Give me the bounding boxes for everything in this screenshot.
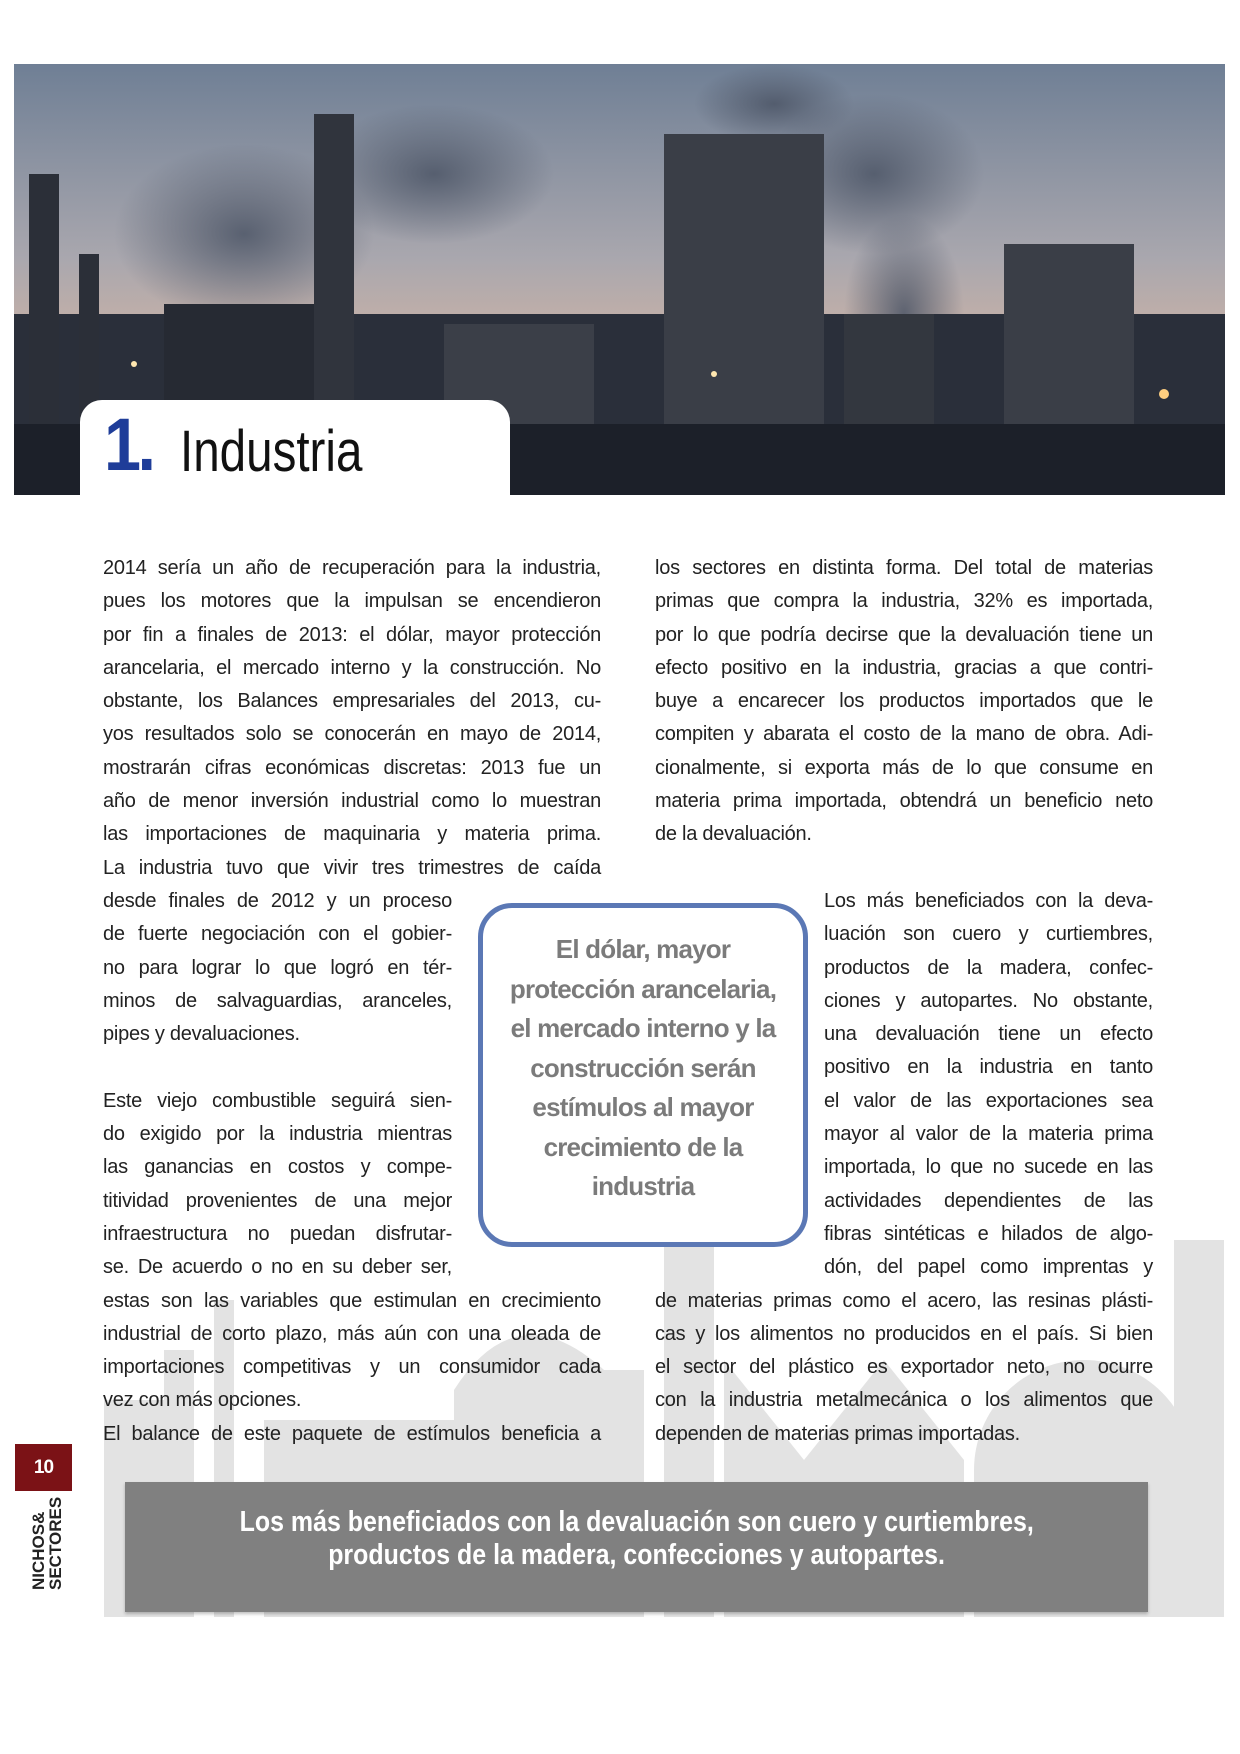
text-line: por lo que podría decirse que la devaluación tiene un xyxy=(655,623,1153,646)
brand-line: NICHOS& xyxy=(29,1511,48,1590)
section-title: Industria xyxy=(180,419,363,484)
text-line: vez con más opciones. xyxy=(103,1389,302,1412)
text-line: mostrarán cifras económicas discretas: 2013 fue un xyxy=(103,756,601,779)
highlight-banner xyxy=(125,1482,1148,1612)
pull-quote-line: crecimiento de la xyxy=(543,1131,743,1162)
text-line: El balance de este paquete de estímulos beneficia a xyxy=(103,1422,601,1445)
pull-quote-line: industria xyxy=(591,1171,695,1201)
text-line: importada, lo que no sucede en las xyxy=(824,1156,1153,1179)
text-line: desde finales de 2012 y un proceso xyxy=(103,889,452,912)
text-line: yos resultados solo se conocerán en mayo de 2014, xyxy=(103,723,601,746)
text-line: actividades dependientes de las xyxy=(824,1189,1153,1212)
pull-quote-line: protección arancelaria, xyxy=(509,973,777,1004)
text-line: buye a encarecer los productos importados que le xyxy=(655,690,1153,713)
text-line: se. De acuerdo o no en su deber ser, xyxy=(103,1256,452,1279)
section-title-box xyxy=(80,400,510,496)
text-line: año de menor inversión industrial como lo muestran xyxy=(103,790,601,813)
text-line: cas y los alimentos no producidos en el país. Si bien xyxy=(655,1322,1153,1345)
text-line: compiten y abarata el costo de la mano de obra. Adi- xyxy=(655,723,1153,746)
text-line: estas son las variables que estimulan en crecimiento xyxy=(103,1289,601,1312)
text-line: por fin a finales de 2013: el dólar, mayor protección xyxy=(103,623,601,646)
text-line: arancelaria, el mercado interno y la construcción. No xyxy=(103,656,601,679)
text-line: industrial de corto plazo, más aún con una oleada de xyxy=(103,1322,601,1345)
pull-quote-text xyxy=(483,930,803,1207)
text-line: efecto positivo en la industria, gracias a que contri- xyxy=(655,656,1153,679)
pull-quote-line: construcción serán xyxy=(530,1052,756,1083)
pull-quote-box xyxy=(478,903,808,1247)
text-line: el valor de las exportaciones sea xyxy=(824,1089,1153,1112)
text-line xyxy=(655,852,1153,885)
text-line: obstante, los Balances empresariales del 2013, cu- xyxy=(103,690,601,713)
text-line: primas que compra la industria, 32% es importada, xyxy=(655,590,1153,613)
banner-line: productos de la madera, confecciones y autopartes. xyxy=(328,1539,945,1571)
text-line: el sector del plástico es exportador neto, no ocurre xyxy=(655,1356,1153,1379)
pull-quote-line: estímulos al mayor xyxy=(532,1092,754,1122)
text-line: con la industria metalmecánica o los alimentos que xyxy=(655,1389,1153,1412)
text-line: no para lograr lo que logró en tér- xyxy=(103,956,452,979)
text-line: positivo en la industria en tanto xyxy=(824,1056,1153,1079)
text-line: pipes y devaluaciones. xyxy=(103,1023,300,1046)
text-line: de materias primas como el acero, las resinas plásti- xyxy=(655,1289,1153,1312)
text-line: titividad provenientes de una mejor xyxy=(103,1189,452,1212)
text-line: de fuerte negociación con el gobier- xyxy=(103,923,452,946)
text-line: infraestructura no puedan disfrutar- xyxy=(103,1222,452,1245)
pull-quote-line: el mercado interno y la xyxy=(510,1013,776,1043)
text-line: ciones y autopartes. No obstante, xyxy=(824,989,1153,1012)
text-line: Los más beneficiados con la deva- xyxy=(824,889,1153,912)
banner-line: Los más beneficiados con la devaluación son cuero y curtiembres, xyxy=(239,1506,1034,1538)
text-line: dependen de materias primas importadas. xyxy=(655,1422,1020,1445)
pull-quote-line: El dólar, mayor xyxy=(555,934,731,964)
text-line: La industria tuvo que vivir tres trimestres de caída xyxy=(103,856,601,879)
text-line: fibras sintéticas e hilados de algo- xyxy=(824,1222,1153,1245)
text-line: 2014 sería un año de recuperación para la industria, xyxy=(103,557,601,579)
text-line: luación son cuero y curtiembres, xyxy=(824,923,1153,946)
text-line: los sectores en distinta forma. Del total de materias xyxy=(655,557,1153,579)
text-line: minos de salvaguardias, aranceles, xyxy=(103,989,452,1012)
text-line: do exigido por la industria mientras xyxy=(103,1123,452,1146)
text-line xyxy=(103,1051,452,1084)
text-line: pues los motores que la impulsan se encendieron xyxy=(103,590,601,613)
text-line: dón, del papel como imprentas y xyxy=(824,1256,1153,1279)
publication-brand xyxy=(30,1497,64,1590)
section-number: 1. xyxy=(104,403,153,486)
text-line: productos de la madera, confec- xyxy=(824,956,1153,979)
text-line: materia prima importada, obtendrá un beneficio neto xyxy=(655,790,1153,813)
text-line: mayor al valor de la materia prima xyxy=(824,1123,1153,1146)
text-line: una devaluación tiene un efecto xyxy=(824,1023,1153,1046)
text-line: las importaciones de maquinaria y materia prima. xyxy=(103,823,601,846)
brand-line: SECTORES xyxy=(46,1496,65,1590)
text-line: Este viejo combustible seguirá sien- xyxy=(103,1089,452,1112)
page-number: 10 xyxy=(15,1444,72,1491)
text-line: importaciones competitivas y un consumidor cada xyxy=(103,1356,601,1379)
text-line: de la devaluación. xyxy=(655,823,812,846)
text-line: las ganancias en costos y compe- xyxy=(103,1156,452,1179)
text-line: cionalmente, si exporta más de lo que consume en xyxy=(655,756,1153,779)
